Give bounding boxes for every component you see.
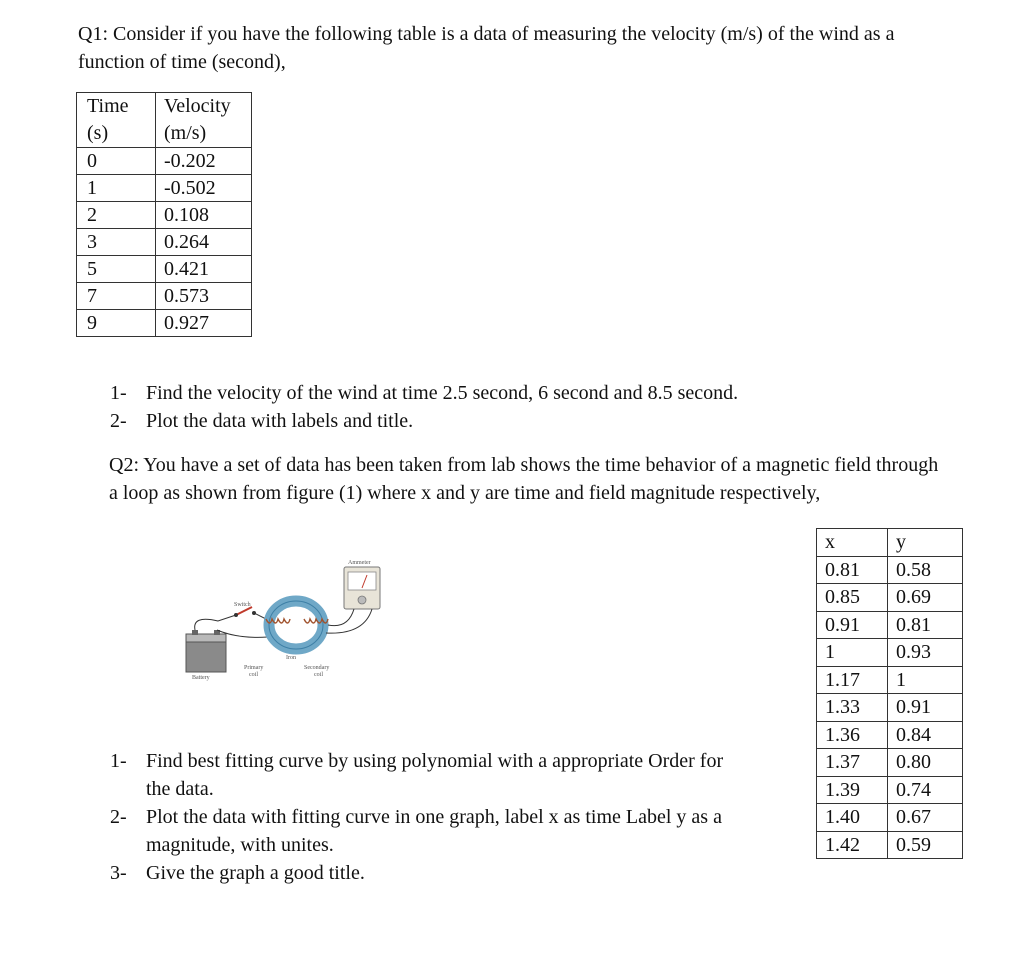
- table-header-row: [817, 529, 963, 557]
- y-cell: 0.58: [888, 556, 963, 584]
- list-item: [110, 407, 870, 435]
- iron-ring-icon: [269, 601, 323, 649]
- task-text: Give the graph a good title.: [146, 862, 365, 884]
- time-cell: 9: [77, 310, 156, 337]
- transformer-figure: [178, 555, 398, 695]
- primary-coil-label-2: coil: [249, 672, 258, 678]
- task-number: 2-: [110, 806, 127, 828]
- task-number: 1-: [110, 750, 127, 772]
- q2-question-text: Q2: You have a set of data has been taken from lab shows the time behavior of a magnetic field through a loop as shown from figure (1) where x and y are time and field magnitude respectively,: [109, 454, 939, 504]
- list-item: [110, 379, 870, 407]
- table-row: [77, 283, 252, 310]
- velocity-header: [156, 93, 252, 148]
- x-cell: 1.40: [817, 804, 888, 832]
- table-row: [817, 749, 963, 777]
- y-cell: 0.59: [888, 831, 963, 859]
- y-cell: 0.74: [888, 776, 963, 804]
- x-cell: 1.17: [817, 666, 888, 694]
- y-cell: 0.91: [888, 694, 963, 722]
- y-cell: 0.67: [888, 804, 963, 832]
- q2-task-list: [110, 747, 750, 887]
- switch-label: Switch: [234, 602, 251, 608]
- y-cell: 0.69: [888, 584, 963, 612]
- table-row: [817, 831, 963, 859]
- task-text: Plot the data with labels and title.: [146, 410, 414, 432]
- table-row: [817, 556, 963, 584]
- time-header-unit: (s): [87, 122, 109, 144]
- task-text: Find the velocity of the wind at time 2.5 second, 6 second and 8.5 second.: [146, 382, 739, 404]
- x-cell: 1.37: [817, 749, 888, 777]
- x-cell: 1.39: [817, 776, 888, 804]
- table-row: [817, 776, 963, 804]
- table-row: [77, 256, 252, 283]
- field-data-table: [816, 528, 963, 859]
- q1-question-text: Q1: Consider if you have the following table is a data of measuring the velocity (m/s) of the wind as a function of time (second),: [78, 23, 895, 73]
- battery-icon: [186, 630, 226, 672]
- velocity-cell: -0.502: [156, 175, 252, 202]
- x-cell: 1.33: [817, 694, 888, 722]
- table-row: [817, 804, 963, 832]
- time-cell: 2: [77, 202, 156, 229]
- velocity-table: [76, 92, 252, 337]
- table-row: [77, 310, 252, 337]
- task-number: 1-: [110, 382, 127, 404]
- q1-task-list: [110, 379, 870, 435]
- time-header: [77, 93, 156, 148]
- y-cell: 0.80: [888, 749, 963, 777]
- table-row: [77, 229, 252, 256]
- time-cell: 1: [77, 175, 156, 202]
- table-row: [817, 666, 963, 694]
- list-item: [110, 859, 750, 887]
- x-cell: 1.42: [817, 831, 888, 859]
- y-cell: 0.93: [888, 639, 963, 667]
- table-row: [817, 611, 963, 639]
- table-row: [817, 694, 963, 722]
- primary-coil-label: Primary: [244, 665, 264, 671]
- y-cell: 0.84: [888, 721, 963, 749]
- table-row: [77, 148, 252, 175]
- time-cell: 7: [77, 283, 156, 310]
- list-item: [110, 747, 750, 803]
- table-row: [817, 639, 963, 667]
- x-cell: 1.36: [817, 721, 888, 749]
- velocity-cell: 0.108: [156, 202, 252, 229]
- x-cell: 0.91: [817, 611, 888, 639]
- x-cell: 0.81: [817, 556, 888, 584]
- x-cell: 0.85: [817, 584, 888, 612]
- velocity-cell: 0.927: [156, 310, 252, 337]
- x-cell: 1: [817, 639, 888, 667]
- velocity-cell: 0.421: [156, 256, 252, 283]
- list-item: [110, 803, 750, 859]
- table-header-row: [77, 93, 252, 148]
- y-header: y: [888, 529, 963, 557]
- ammeter-icon: [344, 567, 380, 609]
- time-cell: 3: [77, 229, 156, 256]
- velocity-header-label: Velocity: [164, 95, 231, 117]
- velocity-cell: 0.573: [156, 283, 252, 310]
- table-row: [817, 721, 963, 749]
- ammeter-label: Ammeter: [348, 560, 371, 566]
- table-row: [77, 202, 252, 229]
- time-header-label: Time: [87, 95, 129, 117]
- velocity-header-unit: (m/s): [164, 122, 207, 144]
- task-text: Plot the data with fitting curve in one graph, label x as time Label y as a magnitude, with unites.: [146, 806, 722, 856]
- time-cell: 5: [77, 256, 156, 283]
- secondary-coil-label-2: coil: [314, 672, 323, 678]
- y-cell: 1: [888, 666, 963, 694]
- y-cell: 0.81: [888, 611, 963, 639]
- table-row: [77, 175, 252, 202]
- task-number: 3-: [110, 862, 127, 884]
- velocity-cell: -0.202: [156, 148, 252, 175]
- task-text: Find best fitting curve by using polynomial with a appropriate Order for the data.: [146, 750, 724, 800]
- velocity-cell: 0.264: [156, 229, 252, 256]
- x-header: x: [817, 529, 888, 557]
- task-number: 2-: [110, 410, 127, 432]
- time-cell: 0: [77, 148, 156, 175]
- iron-label: Iron: [286, 655, 296, 661]
- secondary-coil-label: Secondary: [304, 665, 330, 671]
- table-row: [817, 584, 963, 612]
- battery-label: Battery: [192, 675, 210, 681]
